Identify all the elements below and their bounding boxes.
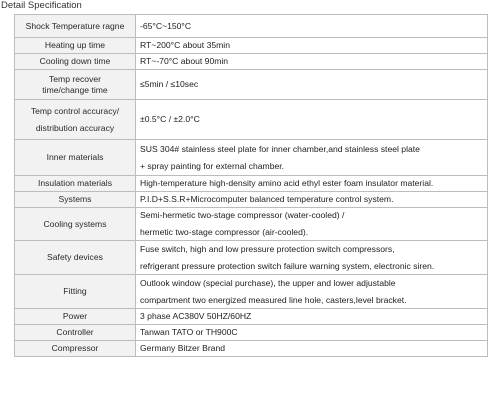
spec-value-line: ±0.5°C / ±2.0°C xyxy=(140,114,200,124)
spec-label-line: Temp control accuracy/ xyxy=(30,105,120,116)
spec-label-line: Temp recover xyxy=(48,73,102,84)
spec-value xyxy=(136,54,488,70)
spec-label-line: time/change time xyxy=(42,84,108,95)
spec-value xyxy=(136,192,488,208)
spec-value-line: Germany Bitzer Brand xyxy=(140,343,226,353)
spec-label xyxy=(15,176,136,192)
spec-label xyxy=(15,15,136,38)
spec-value xyxy=(136,309,488,325)
spec-label xyxy=(15,70,136,100)
spec-value-line: + spray painting for external chamber. xyxy=(140,160,285,171)
table-row xyxy=(15,275,488,309)
spec-label xyxy=(15,140,136,176)
spec-label-line: Compressor xyxy=(51,343,99,353)
spec-value xyxy=(136,325,488,341)
spec-label xyxy=(15,309,136,325)
table-row xyxy=(15,140,488,176)
spec-value xyxy=(136,241,488,275)
specification-table xyxy=(14,14,488,357)
spec-value-line: Tanwan TATO or TH900C xyxy=(140,327,238,337)
spec-value-line: 3 phase AC380V 50HZ/60HZ xyxy=(140,311,252,321)
spec-value-line: ≤5min / ≤10sec xyxy=(140,79,199,89)
spec-label-line: Fitting xyxy=(63,286,87,296)
table-row xyxy=(15,54,488,70)
table-row xyxy=(15,241,488,275)
spec-label xyxy=(15,275,136,309)
spec-value-line: compartment two energized measured line hole, casters,level bracket. xyxy=(140,294,407,305)
spec-value xyxy=(136,15,488,38)
spec-label-line: Power xyxy=(62,311,88,321)
spec-label xyxy=(15,208,136,241)
table-row xyxy=(15,100,488,140)
spec-value-line: P.I.D+S.S.R+Microcomputer balanced temperature control system. xyxy=(140,194,394,204)
spec-value-line: Semi-hermetic two-stage compressor (water-cooled) / xyxy=(140,210,345,220)
table-row xyxy=(15,208,488,241)
spec-value xyxy=(136,208,488,241)
spec-label-line: Heating up time xyxy=(44,40,106,50)
spec-label xyxy=(15,38,136,54)
spec-value-line: RT~200°C about 35min xyxy=(140,40,230,50)
spec-value xyxy=(136,275,488,309)
spec-value xyxy=(136,140,488,176)
spec-value xyxy=(136,341,488,357)
table-row xyxy=(15,192,488,208)
spec-label xyxy=(15,341,136,357)
spec-value-line: SUS 304# stainless steel plate for inner chamber,and stainless steel plate xyxy=(140,143,420,154)
spec-value xyxy=(136,176,488,192)
spec-label-line: Cooling down time xyxy=(39,56,111,66)
table-row xyxy=(15,341,488,357)
spec-label xyxy=(15,100,136,140)
spec-value-line: -65°C~150°C xyxy=(140,20,192,31)
spec-label-line: Cooling systems xyxy=(43,218,107,229)
spec-label-line: Controller xyxy=(56,327,94,337)
spec-value-line: High-temperature high-density amino acid ethyl ester foam insulator material. xyxy=(140,178,434,188)
spec-value-line: Outlook window (special purchase), the upper and lower adjustable xyxy=(140,277,396,288)
table-row xyxy=(15,15,488,38)
spec-value-line: hermetic two-stage compressor (air-cooled). xyxy=(140,227,309,237)
spec-value-line: Fuse switch, high and low pressure protection switch compressors, xyxy=(140,243,395,254)
spec-label-line: Safety devices xyxy=(47,252,103,262)
spec-value-line: RT~-70°C about 90min xyxy=(140,56,229,66)
table-row xyxy=(15,325,488,341)
spec-label xyxy=(15,54,136,70)
spec-label xyxy=(15,241,136,275)
spec-label-line: distribution accuracy xyxy=(35,122,115,133)
spec-value xyxy=(136,70,488,100)
spec-label xyxy=(15,325,136,341)
table-row xyxy=(15,309,488,325)
spec-label-line: Systems xyxy=(58,194,92,204)
table-row xyxy=(15,70,488,100)
spec-label-line: Inner materials xyxy=(46,152,104,162)
table-row xyxy=(15,176,488,192)
spec-label-line: Insulation materials xyxy=(37,178,113,188)
spec-value xyxy=(136,38,488,54)
table-row xyxy=(15,38,488,54)
spec-value xyxy=(136,100,488,140)
page-title: Detail Specification xyxy=(1,0,82,11)
spec-label xyxy=(15,192,136,208)
spec-value-line: refrigerant pressure protection switch failure warning system, electronic siren. xyxy=(140,260,435,271)
spec-label-line: Shock Temperature ragne xyxy=(25,20,125,31)
